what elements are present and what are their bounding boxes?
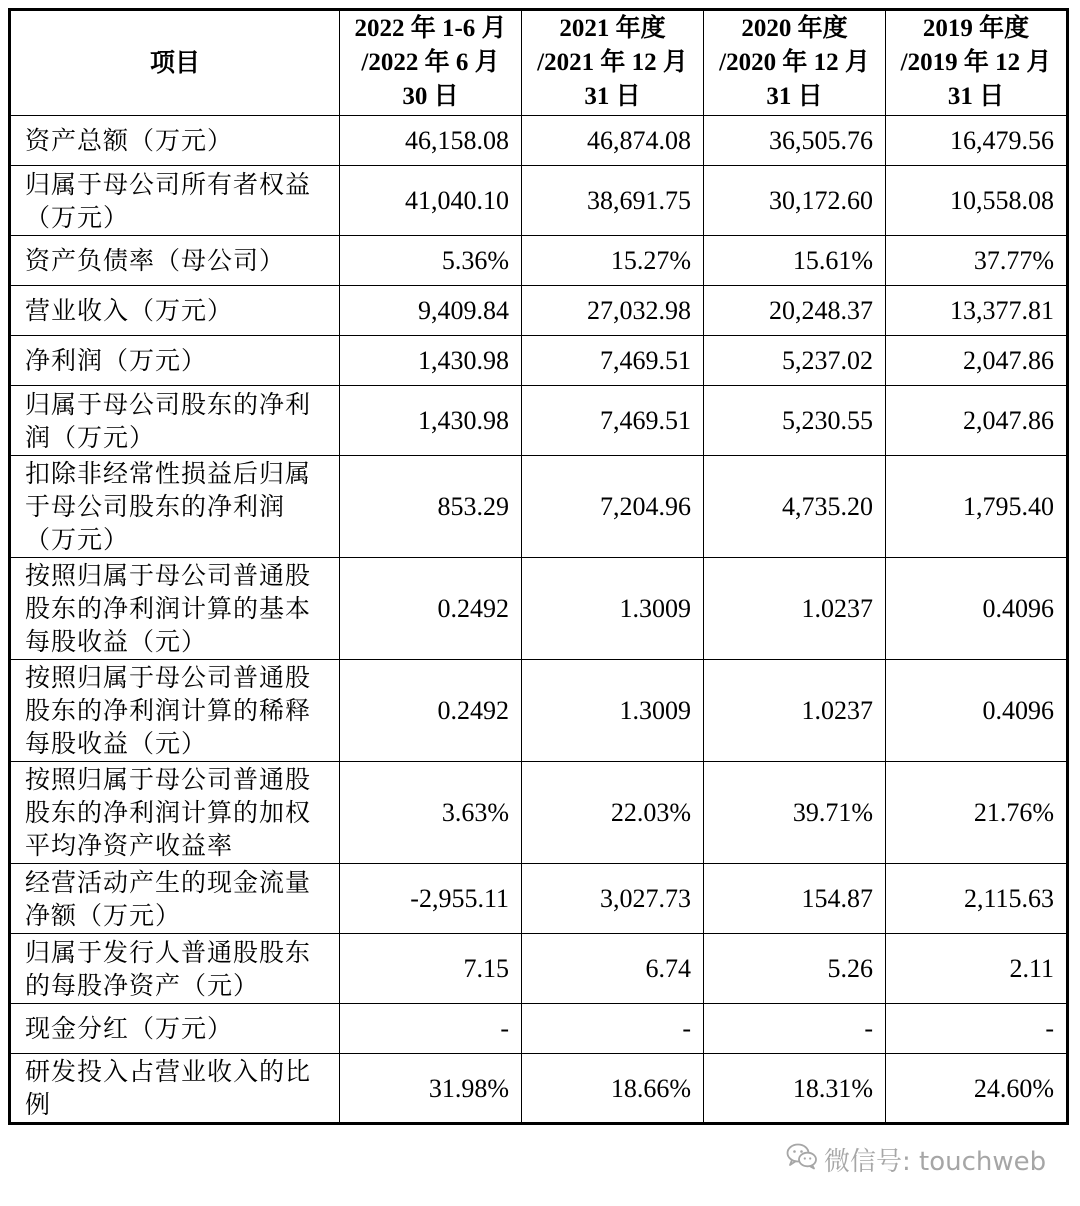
row-value: 1.0237 — [704, 660, 886, 762]
row-label: 按照归属于母公司普通股股东的净利润计算的加权平均净资产收益率 — [10, 762, 340, 864]
row-value: 31.98% — [340, 1054, 522, 1124]
financial-indicators-table — [8, 8, 1069, 1125]
row-value: 7.15 — [340, 934, 522, 1004]
row-value: 3,027.73 — [522, 864, 704, 934]
table-row — [10, 934, 1068, 1004]
row-label: 营业收入（万元） — [10, 286, 340, 336]
row-value: 2,047.86 — [886, 336, 1068, 386]
row-value: 5,237.02 — [704, 336, 886, 386]
row-value: 2,115.63 — [886, 864, 1068, 934]
table-row — [10, 558, 1068, 660]
row-value: 18.66% — [522, 1054, 704, 1124]
row-value: 22.03% — [522, 762, 704, 864]
row-value: 38,691.75 — [522, 166, 704, 236]
row-value: 5.26 — [704, 934, 886, 1004]
row-value: 39.71% — [704, 762, 886, 864]
row-value: - — [886, 1004, 1068, 1054]
table-row — [10, 456, 1068, 558]
row-value: 24.60% — [886, 1054, 1068, 1124]
row-value: 1.0237 — [704, 558, 886, 660]
row-value: 1,430.98 — [340, 336, 522, 386]
row-value: 46,874.08 — [522, 116, 704, 166]
row-label: 归属于发行人普通股股东的每股净资产（元） — [10, 934, 340, 1004]
table-row — [10, 236, 1068, 286]
row-value: 16,479.56 — [886, 116, 1068, 166]
row-value: 5.36% — [340, 236, 522, 286]
row-value: 0.4096 — [886, 660, 1068, 762]
row-value: 27,032.98 — [522, 286, 704, 336]
row-value: 7,204.96 — [522, 456, 704, 558]
row-value: 7,469.51 — [522, 336, 704, 386]
table-row — [10, 762, 1068, 864]
table-row — [10, 386, 1068, 456]
row-value: 2.11 — [886, 934, 1068, 1004]
row-value: 0.4096 — [886, 558, 1068, 660]
row-value: 10,558.08 — [886, 166, 1068, 236]
table-row — [10, 660, 1068, 762]
row-value: 18.31% — [704, 1054, 886, 1124]
row-value: 21.76% — [886, 762, 1068, 864]
row-value: 15.61% — [704, 236, 886, 286]
header-period-2: 2021 年度 /2021 年 12 月 31 日 — [522, 10, 704, 116]
row-value: 154.87 — [704, 864, 886, 934]
row-value: 6.74 — [522, 934, 704, 1004]
header-item: 项目 — [10, 10, 340, 116]
row-value: 853.29 — [340, 456, 522, 558]
table-row — [10, 1054, 1068, 1124]
row-value: 1.3009 — [522, 558, 704, 660]
row-label: 按照归属于母公司普通股股东的净利润计算的基本每股收益（元） — [10, 558, 340, 660]
row-value: -2,955.11 — [340, 864, 522, 934]
header-period-4: 2019 年度 /2019 年 12 月 31 日 — [886, 10, 1068, 116]
row-value: 13,377.81 — [886, 286, 1068, 336]
row-value: 1,795.40 — [886, 456, 1068, 558]
row-value: 2,047.86 — [886, 386, 1068, 456]
row-value: 30,172.60 — [704, 166, 886, 236]
header-period-3: 2020 年度 /2020 年 12 月 31 日 — [704, 10, 886, 116]
row-label: 现金分红（万元） — [10, 1004, 340, 1054]
watermark-text: 微信号: touchweb — [824, 1146, 1047, 1177]
table-header-row — [10, 10, 1068, 116]
table-row — [10, 864, 1068, 934]
table-row — [10, 166, 1068, 236]
row-value: 46,158.08 — [340, 116, 522, 166]
row-label: 按照归属于母公司普通股股东的净利润计算的稀释每股收益（元） — [10, 660, 340, 762]
table-row — [10, 1004, 1068, 1054]
table-body — [10, 116, 1068, 1124]
row-value: 15.27% — [522, 236, 704, 286]
row-value: 1,430.98 — [340, 386, 522, 456]
row-value: 1.3009 — [522, 660, 704, 762]
watermark — [786, 1142, 1046, 1176]
row-label: 归属于母公司股东的净利润（万元） — [10, 386, 340, 456]
row-label: 经营活动产生的现金流量净额（万元） — [10, 864, 340, 934]
row-label: 归属于母公司所有者权益（万元） — [10, 166, 340, 236]
row-value: 5,230.55 — [704, 386, 886, 456]
row-value: 9,409.84 — [340, 286, 522, 336]
row-label: 资产总额（万元） — [10, 116, 340, 166]
row-label: 净利润（万元） — [10, 336, 340, 386]
table-row — [10, 116, 1068, 166]
row-value: 0.2492 — [340, 660, 522, 762]
row-value: 0.2492 — [340, 558, 522, 660]
table-row — [10, 286, 1068, 336]
wechat-icon — [786, 1142, 824, 1177]
row-value: - — [704, 1004, 886, 1054]
table-row — [10, 336, 1068, 386]
row-label: 资产负债率（母公司） — [10, 236, 340, 286]
row-value: 37.77% — [886, 236, 1068, 286]
row-value: 41,040.10 — [340, 166, 522, 236]
header-period-1: 2022 年 1-6 月 /2022 年 6 月 30 日 — [340, 10, 522, 116]
row-value: - — [340, 1004, 522, 1054]
row-label: 扣除非经常性损益后归属于母公司股东的净利润（万元） — [10, 456, 340, 558]
row-label: 研发投入占营业收入的比例 — [10, 1054, 340, 1124]
row-value: - — [522, 1004, 704, 1054]
row-value: 36,505.76 — [704, 116, 886, 166]
row-value: 4,735.20 — [704, 456, 886, 558]
row-value: 3.63% — [340, 762, 522, 864]
row-value: 7,469.51 — [522, 386, 704, 456]
row-value: 20,248.37 — [704, 286, 886, 336]
